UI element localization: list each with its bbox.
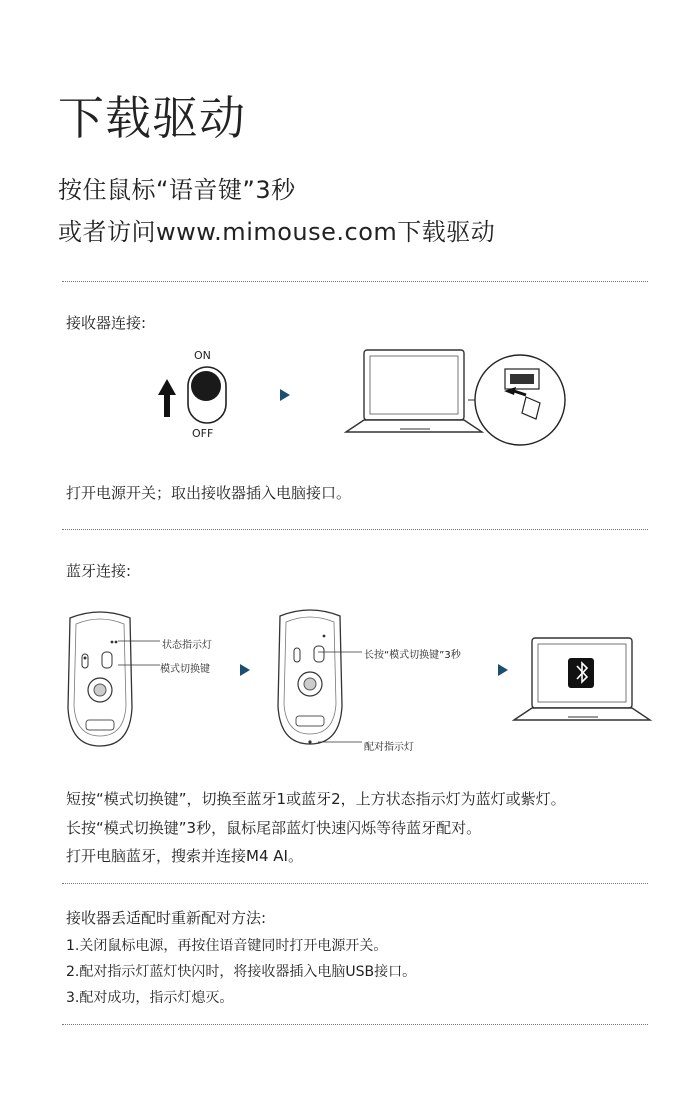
bluetooth-instruction-2: 长按“模式切换键”3秒，鼠标尾部蓝灯快速闪烁等待蓝牙配对。 bbox=[66, 819, 482, 837]
repair-step-1: 1.关闭鼠标电源，再按住语音键同时打开电源开关。 bbox=[66, 938, 388, 954]
switch-graphic bbox=[150, 345, 250, 445]
bluetooth-section-title: 蓝牙连接: bbox=[66, 562, 132, 580]
mouse-bottom-illustration-1 bbox=[60, 608, 140, 748]
arrow-right-icon bbox=[498, 664, 508, 676]
page-title: 下载驱动 bbox=[58, 91, 246, 145]
repair-step-3: 3.配对成功，指示灯熄灭。 bbox=[66, 990, 234, 1006]
mode-key-label: 模式切换键 bbox=[160, 664, 210, 675]
power-switch-illustration bbox=[150, 345, 250, 445]
repair-step-2: 2.配对指示灯蓝灯快闪时，将接收器插入电脑USB接口。 bbox=[66, 964, 417, 980]
instruction-website: 或者访问www.mimouse.com下载驱动 bbox=[58, 218, 496, 246]
divider bbox=[62, 529, 648, 530]
callout-lines-2 bbox=[318, 648, 368, 748]
laptop-receiver-illustration bbox=[340, 345, 580, 455]
repair-section-title: 接收器丢适配时重新配对方法: bbox=[66, 909, 267, 927]
bluetooth-instruction-1: 短按“模式切换键”，切换至蓝牙1或蓝牙2，上方状态指示灯为蓝灯或紫灯。 bbox=[66, 790, 566, 808]
receiver-section-title: 接收器连接: bbox=[66, 314, 147, 332]
laptop-bluetooth-illustration bbox=[510, 636, 660, 726]
arrow-right-icon bbox=[280, 389, 290, 401]
divider bbox=[62, 281, 648, 282]
pair-light-label: 配对指示灯 bbox=[364, 742, 414, 753]
switch-off-label: OFF bbox=[192, 427, 214, 440]
long-press-label: 长按“模式切换键”3秒 bbox=[364, 650, 461, 661]
arrow-right-icon bbox=[240, 664, 250, 676]
divider bbox=[62, 883, 648, 884]
divider bbox=[62, 1024, 648, 1025]
receiver-caption: 打开电源开关；取出接收器插入电脑接口。 bbox=[66, 484, 352, 502]
switch-on-label: ON bbox=[194, 349, 211, 362]
bluetooth-instruction-3: 打开电脑蓝牙，搜索并连接M4 AI。 bbox=[66, 847, 303, 865]
status-light-label: 状态指示灯 bbox=[162, 640, 212, 651]
instruction-voice-key: 按住鼠标“语音键”3秒 bbox=[58, 176, 296, 204]
